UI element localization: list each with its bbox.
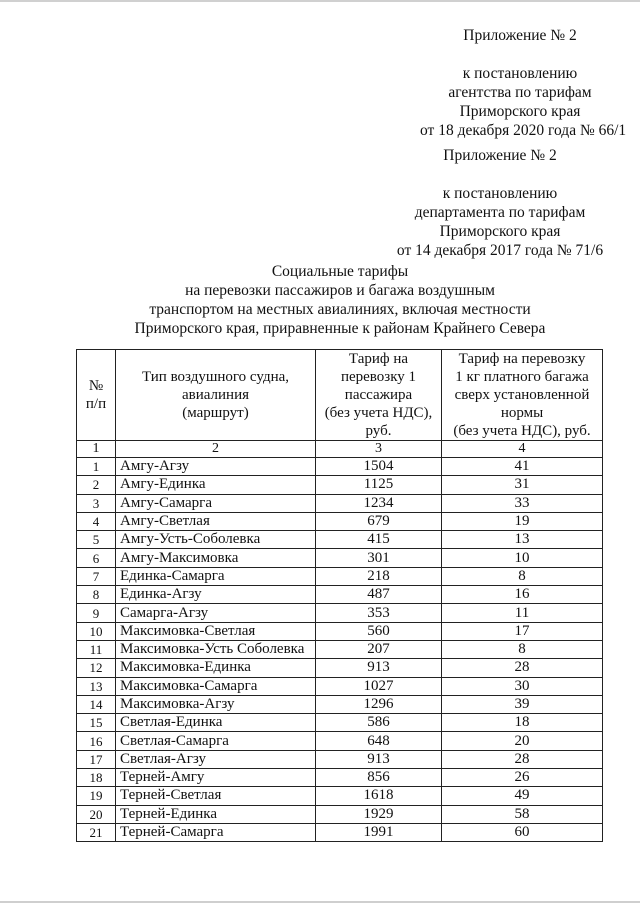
cell-route: Максимовка-Агзу: [116, 695, 316, 713]
cell-num: 9: [77, 604, 116, 622]
cell-num: 14: [77, 695, 116, 713]
cell-fare: 353: [316, 604, 442, 622]
cell-num: 11: [77, 640, 116, 658]
table-row: [77, 805, 603, 823]
appendix-line: агентства по тарифам: [448, 84, 592, 101]
cell-fare: 1504: [316, 458, 442, 476]
cell-num: 19: [77, 787, 116, 805]
table-row: [77, 622, 603, 640]
tariffs-table: [76, 349, 603, 842]
cell-baggage: 8: [442, 640, 603, 658]
cell-num: 6: [77, 549, 116, 567]
scan-edge-top: [0, 0, 640, 2]
cell-route: Терней-Единка: [116, 805, 316, 823]
cell-baggage: 11: [442, 604, 603, 622]
title-line: на перевозки пассажиров и багажа воздушным: [185, 282, 495, 299]
cell-fare: 415: [316, 531, 442, 549]
column-number: 3: [316, 441, 442, 458]
cell-num: 16: [77, 732, 116, 750]
cell-num: 17: [77, 750, 116, 768]
cell-route: Амгу-Светлая: [116, 512, 316, 530]
cell-num: 2: [77, 476, 116, 494]
cell-route: Максимовка-Самарга: [116, 677, 316, 695]
cell-num: 7: [77, 567, 116, 585]
cell-num: 5: [77, 531, 116, 549]
cell-route: Терней-Самарга: [116, 823, 316, 841]
cell-baggage: 31: [442, 476, 603, 494]
cell-baggage: 8: [442, 567, 603, 585]
cell-fare: 913: [316, 659, 442, 677]
cell-route: Светлая-Самарга: [116, 732, 316, 750]
cell-route: Светлая-Агзу: [116, 750, 316, 768]
cell-fare: 1296: [316, 695, 442, 713]
cell-baggage: 13: [442, 531, 603, 549]
table-row: [77, 659, 603, 677]
cell-fare: 856: [316, 769, 442, 787]
appendix-header-2017: [390, 146, 610, 260]
table-row: [77, 586, 603, 604]
cell-baggage: 17: [442, 622, 603, 640]
cell-num: 12: [77, 659, 116, 677]
table-row: [77, 750, 603, 768]
cell-baggage: 41: [442, 458, 603, 476]
cell-fare: 913: [316, 750, 442, 768]
table-row: [77, 640, 603, 658]
cell-fare: 679: [316, 512, 442, 530]
table-header-row: [77, 350, 603, 441]
header-num: № п/п: [77, 350, 116, 441]
table-row: [77, 714, 603, 732]
appendix-line: департамента по тарифам: [414, 204, 586, 221]
cell-route: Амгу-Самарга: [116, 494, 316, 512]
cell-num: 13: [77, 677, 116, 695]
title-line: Приморского края, приравненные к районам Крайнего Севера: [134, 320, 546, 337]
cell-baggage: 49: [442, 787, 603, 805]
cell-fare: 648: [316, 732, 442, 750]
table-row: [77, 531, 603, 549]
table-row: [77, 494, 603, 512]
table-row: [77, 549, 603, 567]
cell-baggage: 30: [442, 677, 603, 695]
table-row: [77, 512, 603, 530]
appendix-line: Приморского края: [459, 103, 581, 120]
cell-route: Амгу-Усть-Соболевка: [116, 531, 316, 549]
table-row: [77, 604, 603, 622]
cell-baggage: 19: [442, 512, 603, 530]
cell-fare: 487: [316, 586, 442, 604]
cell-fare: 1618: [316, 787, 442, 805]
table-row: [77, 567, 603, 585]
cell-num: 20: [77, 805, 116, 823]
header-fare: Тариф на перевозку 1 пассажира (без учета НДС), руб.: [316, 350, 442, 441]
cell-baggage: 16: [442, 586, 603, 604]
column-numbers-row: [77, 441, 603, 458]
cell-num: 10: [77, 622, 116, 640]
table-row: [77, 732, 603, 750]
cell-fare: 1929: [316, 805, 442, 823]
cell-baggage: 33: [442, 494, 603, 512]
table-row: [77, 769, 603, 787]
cell-route: Единка-Агзу: [116, 586, 316, 604]
cell-route: Максимовка-Усть Соболевка: [116, 640, 316, 658]
appendix-line: от 14 декабря 2017 года № 71/6: [396, 242, 604, 259]
cell-baggage: 10: [442, 549, 603, 567]
title-line: Социальные тарифы: [271, 263, 409, 280]
cell-baggage: 20: [442, 732, 603, 750]
column-number: 1: [77, 441, 116, 458]
cell-route: Максимовка-Единка: [116, 659, 316, 677]
appendix-line: Приморского края: [439, 223, 561, 240]
appendix-line: к постановлению: [462, 65, 578, 82]
cell-num: 3: [77, 494, 116, 512]
cell-route: Единка-Самарга: [116, 567, 316, 585]
header-route: Тип воздушного судна, авиалиния (маршрут): [116, 350, 316, 441]
appendix-line: от 18 декабря 2020 года № 66/1: [420, 122, 627, 139]
cell-num: 18: [77, 769, 116, 787]
cell-fare: 1125: [316, 476, 442, 494]
table-row: [77, 476, 603, 494]
cell-route: Терней-Светлая: [116, 787, 316, 805]
appendix-line: к постановлению: [442, 185, 558, 202]
cell-fare: 1234: [316, 494, 442, 512]
cell-route: Светлая-Единка: [116, 714, 316, 732]
table-row: [77, 787, 603, 805]
cell-baggage: 26: [442, 769, 603, 787]
cell-baggage: 18: [442, 714, 603, 732]
document-title: [120, 262, 560, 338]
cell-route: Терней-Амгу: [116, 769, 316, 787]
table-body: [77, 458, 603, 842]
cell-fare: 1027: [316, 677, 442, 695]
appendix-title: Приложение № 2: [463, 27, 577, 44]
cell-fare: 207: [316, 640, 442, 658]
cell-baggage: 28: [442, 750, 603, 768]
cell-route: Амгу-Максимовка: [116, 549, 316, 567]
title-line: транспортом на местных авиалиниях, включая местности: [149, 301, 531, 318]
appendix-title: Приложение № 2: [443, 147, 557, 164]
cell-baggage: 39: [442, 695, 603, 713]
column-number: 2: [116, 441, 316, 458]
cell-num: 1: [77, 458, 116, 476]
cell-num: 21: [77, 823, 116, 841]
cell-fare: 1991: [316, 823, 442, 841]
cell-num: 4: [77, 512, 116, 530]
cell-baggage: 28: [442, 659, 603, 677]
table-row: [77, 695, 603, 713]
cell-route: Амгу-Единка: [116, 476, 316, 494]
cell-fare: 586: [316, 714, 442, 732]
cell-fare: 218: [316, 567, 442, 585]
cell-baggage: 60: [442, 823, 603, 841]
column-number: 4: [442, 441, 603, 458]
cell-num: 8: [77, 586, 116, 604]
cell-baggage: 58: [442, 805, 603, 823]
appendix-header-2020: [420, 26, 627, 140]
cell-route: Самарга-Агзу: [116, 604, 316, 622]
cell-num: 15: [77, 714, 116, 732]
table-row: [77, 677, 603, 695]
cell-fare: 560: [316, 622, 442, 640]
scan-edge-bottom: [0, 901, 640, 903]
table-row: [77, 458, 603, 476]
cell-route: Максимовка-Светлая: [116, 622, 316, 640]
header-baggage: Тариф на перевозку 1 кг платного багажа сверх установленной нормы (без учета НДС), руб.: [442, 350, 603, 441]
cell-route: Амгу-Агзу: [116, 458, 316, 476]
table-row: [77, 823, 603, 841]
cell-fare: 301: [316, 549, 442, 567]
